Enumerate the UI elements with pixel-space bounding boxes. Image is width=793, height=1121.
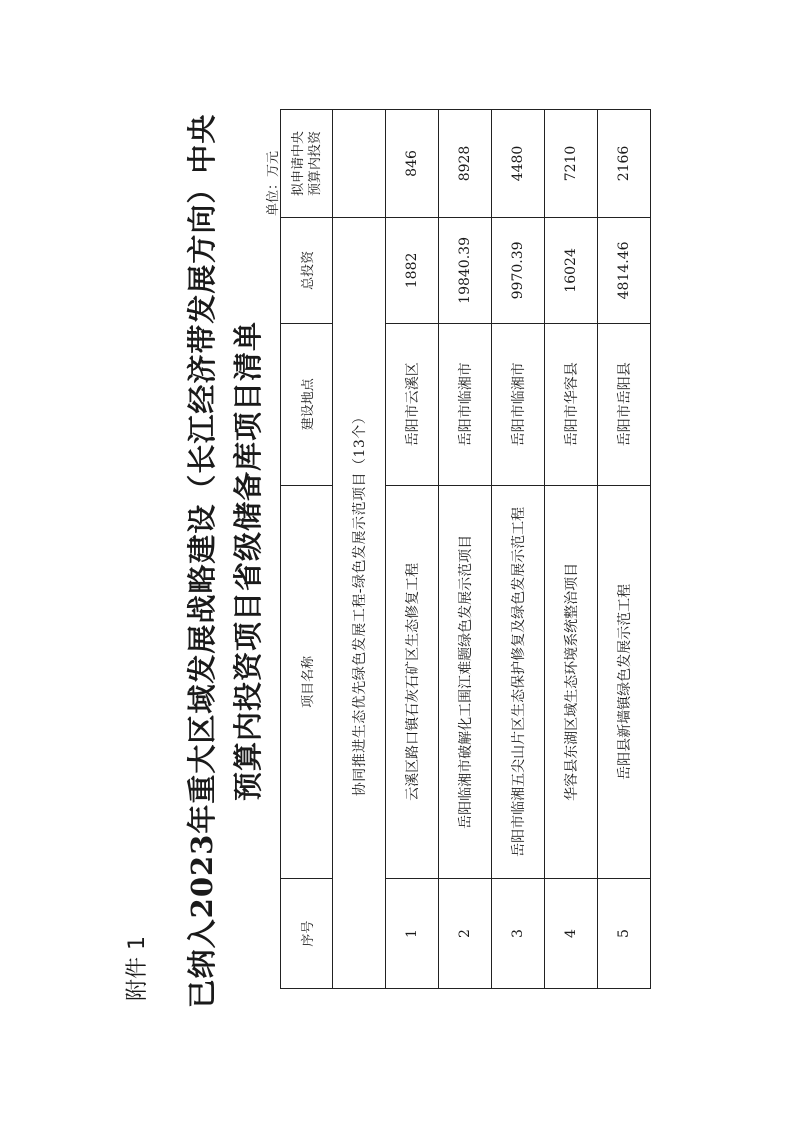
table-row	[545, 110, 598, 989]
header-central-investment	[281, 110, 333, 218]
row-location: 岳阳市临湘市	[439, 323, 492, 485]
row-seq: 4	[545, 879, 598, 989]
row-total-investment: 19840.39	[439, 217, 492, 323]
table-row	[492, 110, 545, 989]
row-seq: 5	[598, 879, 651, 989]
row-project-name: 华容县东湖区域生态环境系统整治项目	[545, 485, 598, 878]
category-label: 协同推进生态优先绿色发展工程-绿色发展示范项目（13个）	[333, 217, 386, 988]
document-title-line-2: 预算内投资项目省级储备库项目清单	[231, 321, 265, 802]
header-location: 建设地点	[281, 323, 333, 485]
row-total-investment: 1882	[386, 217, 439, 323]
project-table	[280, 109, 651, 989]
row-project-name: 云溪区路口镇石灰石矿区生态修复工程	[386, 485, 439, 878]
row-seq: 2	[439, 879, 492, 989]
row-total-investment: 9970.39	[492, 217, 545, 323]
row-total-investment: 4814.46	[598, 217, 651, 323]
header-total-investment: 总投资	[281, 217, 333, 323]
header-central-line-2: 预算内投资	[307, 130, 323, 196]
row-project-name: 岳阳县新墙镇绿色发展示范工程	[598, 485, 651, 878]
table-row	[386, 110, 439, 989]
row-seq: 1	[386, 879, 439, 989]
header-seq: 序号	[281, 879, 333, 989]
row-central-investment: 846	[386, 110, 439, 218]
row-location: 岳阳市云溪区	[386, 323, 439, 485]
table-header-row	[281, 110, 333, 989]
header-central-line-1: 拟申请中央	[290, 130, 306, 196]
row-total-investment: 16024	[545, 217, 598, 323]
row-location: 岳阳市岳阳县	[598, 323, 651, 485]
row-central-investment: 2166	[598, 110, 651, 218]
category-row	[333, 110, 386, 989]
header-project-name: 项目名称	[281, 485, 333, 878]
document-title-line-1: 已纳入2023年重大区域发展战略建设（长江经济带发展方向）中央	[185, 113, 219, 1009]
row-central-investment: 4480	[492, 110, 545, 218]
row-project-name: 岳阳市临湘五尖山片区生态保护修复及绿色发展示范工程	[492, 485, 545, 878]
row-location: 岳阳市临湘市	[492, 323, 545, 485]
attachment-label: 附件 1	[125, 936, 150, 1001]
unit-label: 单位：万元	[266, 150, 281, 216]
row-seq: 3	[492, 879, 545, 989]
row-project-name: 岳阳临湘市破解化工围江难题绿色发展示范项目	[439, 485, 492, 878]
row-central-investment: 7210	[545, 110, 598, 218]
row-central-investment: 8928	[439, 110, 492, 218]
table-row	[598, 110, 651, 989]
row-location: 岳阳市华容县	[545, 323, 598, 485]
table-row	[439, 110, 492, 989]
category-empty-cell	[333, 110, 386, 218]
